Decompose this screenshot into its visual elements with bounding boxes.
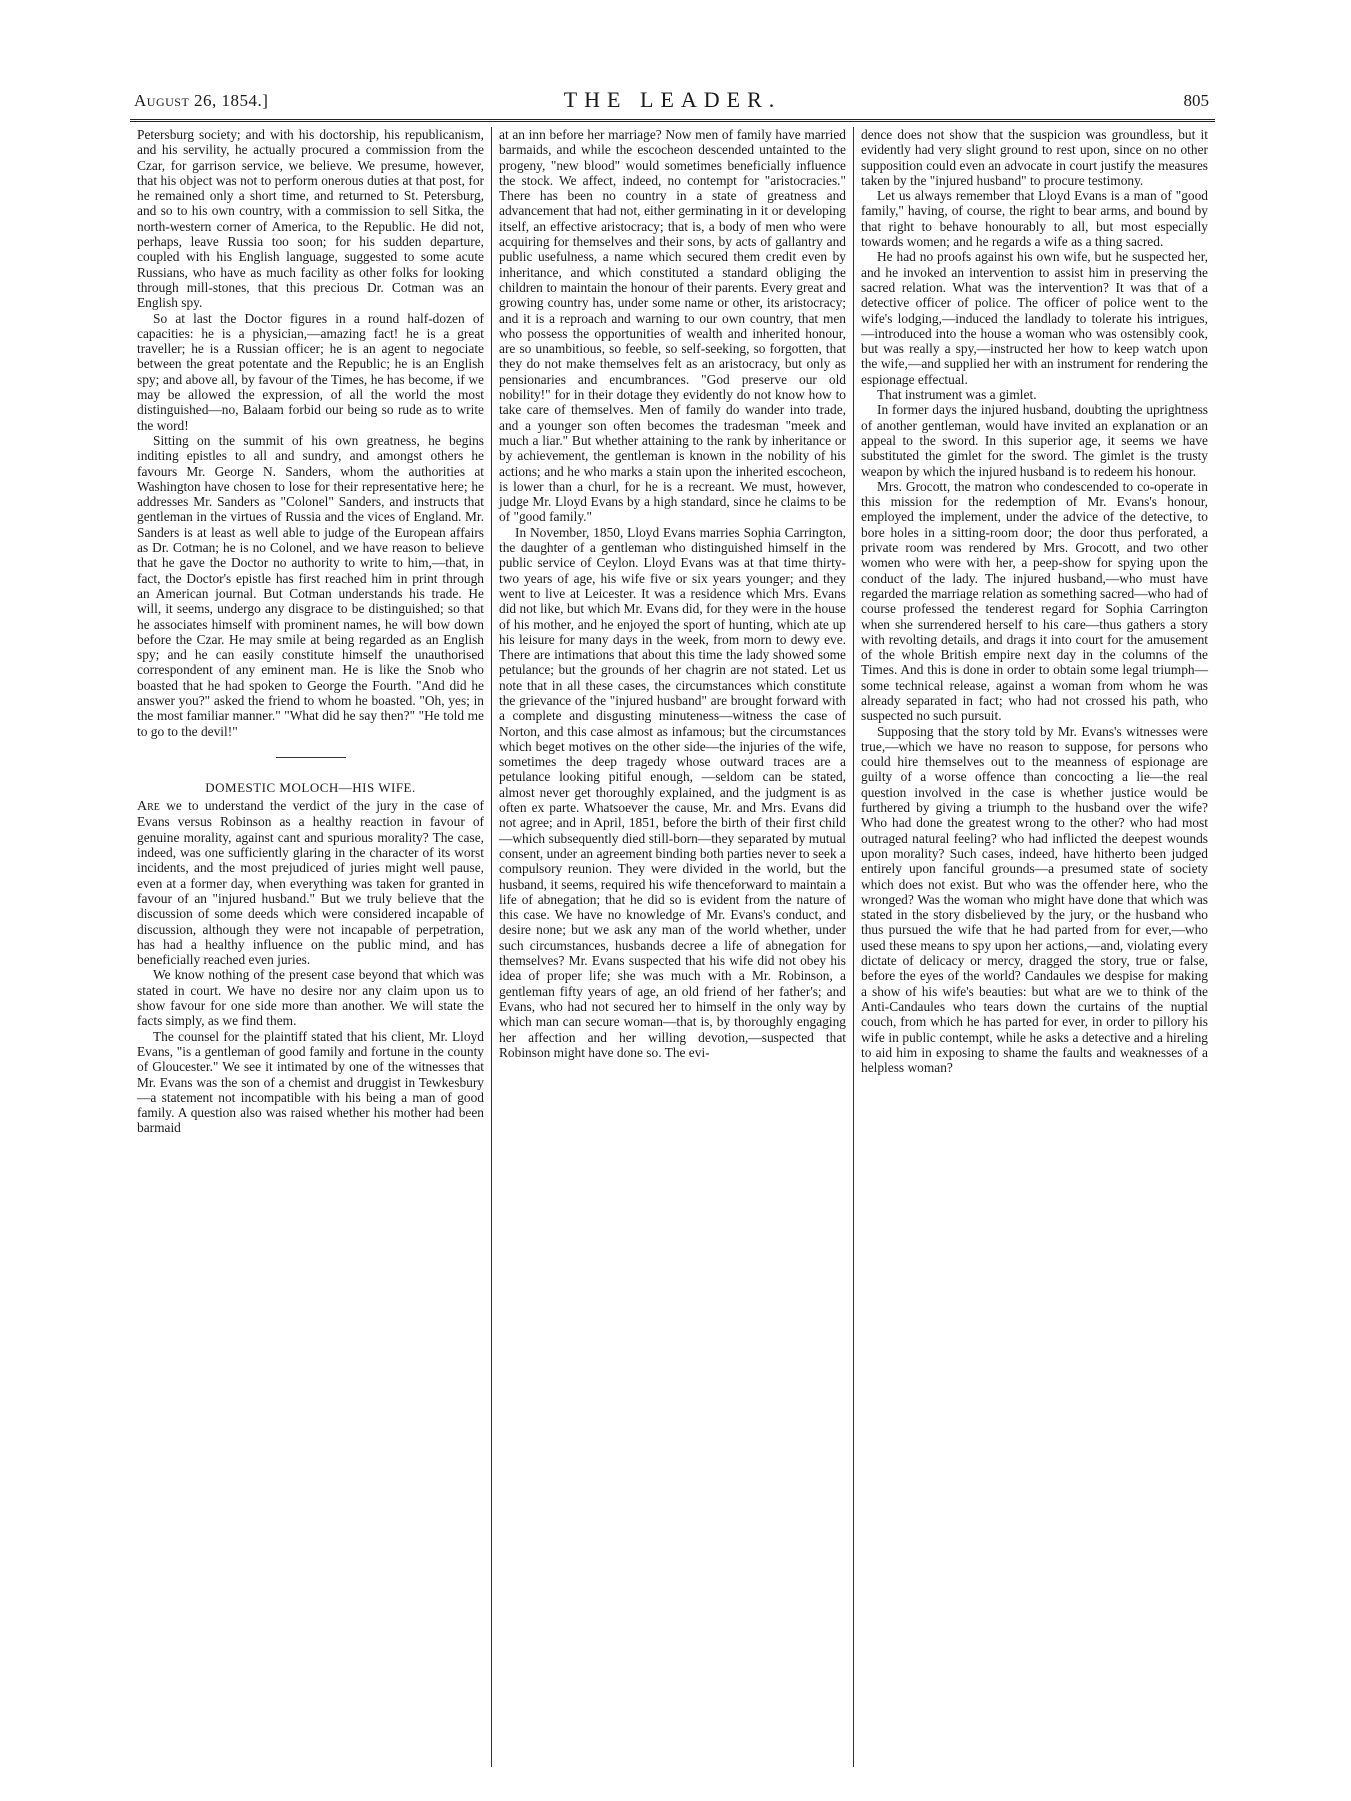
paragraph — [137, 967, 484, 1028]
paragraph — [499, 127, 846, 525]
issue-date: August 26, 1854.] — [134, 91, 269, 110]
paragraph — [861, 127, 1208, 188]
paragraph — [137, 127, 484, 311]
column-3 — [853, 127, 1215, 1767]
paragraph — [861, 479, 1208, 724]
paragraph-text: In former days the injured husband, doubting the uprightness of another gentleman, would have invited an explanation or an appeal to the sword. In this superior age, it seems we have substituted the gimlet for the sword. The gimlet is the trusty weapon by which the injured husband is to redeem his honour. — [861, 402, 1208, 479]
paragraph-text: we to understand the verdict of the jury in the case of Evans versus Robinson as a healthy reaction in favour of genuine morality, against cant and spurious morality? The case, indeed, was one sufficiently glaring in the character of its worst incidents, and the most prejudiced of juries might well pause, even at a former day, when everything was taken for granted in favour of an "injured husband." But we truly believe that the discussion of some deeds which were considered incapable of discussion, although they were not incapable of perpetration, has had a healthy influence on the public mind, and has beneficially reached even juries. — [137, 798, 484, 968]
paragraph-text: Mrs. Grocott, the matron who condescended to co-operate in this mission for the redemption of Mr. Evans's honour, employed the implement, under the advice of the detective, to bore holes in a sitting-room door; the door thus perforated, a private room was rendered by Mrs. Grocott, and two other women who were with her, a peep-show for spying upon the conduct of the lady. The injured husband,—who must have regarded the marriage relation as something sacred—who had of course professed the tenderest regard for Sophia Carrington when she surrendered herself to his care—thus gathers a story with revolting details, and drags it into court for the amusement of the whole British empire next day in the columns of the Times. And this is done in order to obtain some legal triumph—some technical release, against a woman from whom he was already separated in fact; who had not crossed his path, who suspected no such pursuit. — [861, 478, 1208, 724]
paragraph-text: Supposing that the story told by Mr. Evans's witnesses were true,—which we have no reason to suppose, for persons who could hire themselves out to the meanness of espionage are guilty of a worse offence than concocting a lie—the real question involved in the case is whether justice would be furthered by giving a triumph to the husband over the wife? Who had done the greatest wrong to the other? who had most outraged natural feeling? who had inflicted the deepest wounds upon morality? Such cases, indeed, have hitherto been judged entirely upon fanciful grounds—a presumed state of society which does not exist. But who was the offender here, who the wronged? Was the woman who might have done that which was stated in the story disbelieved by the jury, or the husband who thus pursued the wife that he had parted from for ever,—who used these means to spy upon her actions,—and, violating every dictate of delicacy or mercy, dragged the story, true or false, before the eyes of the world? Candaules we despise for making a show of his wife's beauties: but what are we to think of the Anti-Candaules who tears down the curtains of the nuptial couch, from which he has parted for ever, in order to pillory his wife in public contempt, while he asks a detective and a hireling to aid him in exposing to shame the faults and weaknesses of a helpless woman? — [861, 723, 1208, 1076]
paragraph — [499, 525, 846, 1060]
paragraph-text: He had no proofs against his own wife, but he suspected her, and he invoked an intervention to assist him in preserving the sacred relation. What was the intervention? It was that of a detective officer of police. The officer of police went to the wife's lodging,—induced the landlady to tolerate his intrigues,—introduced into the house a woman who was ostensibly cook, but was really a spy,—instructed her how to keep watch upon the wife,—and supplied her with an instrument for rendering the espionage effectual. — [861, 249, 1208, 387]
section-divider — [276, 757, 346, 758]
lead-word: Are — [137, 799, 160, 815]
newspaper-page — [130, 85, 1215, 1775]
paragraph-text: at an inn before her marriage? Now men of family have married barmaids, and while the escocheon descended untainted to the progeny, "new blood" would sometimes beneficially influence the stock. We affect, indeed, no contempt for "aristocracies." There has been no country in a state of greatness and advancement that had not, either germinating in it or developing itself, an effective aristocracy; that is, a body of men who were acquiring for themselves and their sons, by acts of gallantry and public usefulness, a name which secured them credit even by inheritance, and which constituted a standard obliging the children to maintain the honour of their parents. Every great and growing country has, under some name or other, its aristocracy; and it is a reproach and warning to our own country, that men who possess the opportunities of wealth and inherited honour, are so unambitious, so feeble, so self-seeking, so forgotten, that they do not make themselves felt as an aristocracy, but only as pensionaries and encumbrances. "God preserve our old nobility!" for in their dotage they evidently do not know how to take care of themselves. Men of family do wander into trade, and a younger son often becomes the tradesman "meek and much a liar." But whether attaining to the rank by inheritance or by achievement, the gentleman is known in the nobility of his actions; and he who marks a stain upon the inherited escocheon, is lower than a churl, for he is a recreant. We must, however, judge Mr. Lloyd Evans by a high standard, since he claims to be of "good family." — [499, 127, 846, 525]
paragraph-text: Let us always remember that Lloyd Evans is a man of "good family," having, of course, the right to bear arms, and bound by that right to behave honourably to all, but most especially towards women; and he regards a wife as a thing sacred. — [861, 188, 1208, 250]
column-1 — [130, 127, 491, 1767]
paragraph-text: Sitting on the summit of his own greatness, he begins inditing epistles to all and sundry, and amongst others he favours Mr. George N. Sanders, whom the authorities at Washington have chosen to lose for their representative here; he addresses Mr. Sanders as "Colonel" Sanders, and instructs that gentleman in the virtues of Russia and the vices of England. Mr. Sanders is at least as well able to judge of the European affairs as Dr. Cotman; he is no Colonel, and we have reason to believe that he gave the Doctor no authority to write to him,—that, in fact, the Doctor's epistle has first reached him in print through an American journal. But Cotman understands his trade. He will, it seems, undergo any disgrace to be distinguished; so that he associates himself with prominent names, he will bow down before the Czar. He may smile at being regarded as an English spy; and he can easily constitute himself the unauthorised correspondent of any eminent man. He is like the Snob who boasted that he had spoken to George the Fourth. "And did he answer you?" asked the friend to whom he boasted. "Oh, yes; in the most familiar manner." "What did he say then?" "He told me to go to the devil!" — [137, 432, 484, 739]
page-number: 805 — [1183, 91, 1209, 110]
paragraph-text: dence does not show that the suspicion was groundless, but it evidently had very slight ground to rest upon, since on no other supposition could even an advocate in court justify the measures taken by the "injured husband" to procure testimony. — [861, 127, 1208, 188]
paragraph-text: In November, 1850, Lloyd Evans marries Sophia Carrington, the daughter of a gentleman who distinguished himself in the public service of Ceylon. Lloyd Evans was at that time thirty-two years of age, his wife five or six years younger; and they went to live at Leicester. It was a residence which Mrs. Evans did not like, but which Mr. Evans did, for they were in the house of his mother, and he enjoyed the sport of hunting, which ate up his leisure for many days in the week, from morn to dewy eve. There are intimations that about this time the lady showed some petulance; but the grounds of her chagrin are not stated. Let us note that in all these cases, the circumstances which constitute the grievance of the "injured husband" are brought forward with a complete and disgusting minuteness—witness the case of Norton, and this case almost as infamous; but the circumstances which beget motives on the other side—the injuries of the wife, sometimes the deep tragedy whose outward traces are a petulance looking pitiful enough, —seldom can be stated, almost never get thoroughly explained, and the judgment is as often ex parte. Whatsoever the cause, Mr. and Mrs. Evans did not agree; and in April, 1851, before the birth of their first child—which subsequently died still-born—they separated by mutual consent, under an agreement binding both parties never to seek a compulsory reunion. They were divided in the world, but the husband, it seems, required his wife thenceforward to maintain a life of abnegation; that he did so is evident from the nature of this case. We have no knowledge of Mr. Evans's conduct, and desire none; but we ask any man of the world whether, under such circumstances, husbands decree a life of abnegation for themselves? Mr. Evans suspected that his wife did not obey his idea of proper life; she was much with a Mr. Robinson, a gentleman fifty years of age, an old friend of her father's; and Evans, who had not secured her to himself in the only way by which man can secure woman—that is, by thoroughly engaging her affection and her willing devotion,—suspected that Robinson might have done so. The evi- — [499, 524, 846, 1060]
paragraph — [137, 433, 484, 739]
paragraph-text: That instrument was a gimlet. — [877, 387, 1037, 403]
paragraph — [137, 311, 484, 433]
column-2 — [491, 127, 853, 1767]
article-columns — [130, 127, 1215, 1767]
paragraph-text: Petersburg society; and with his doctorship, his republicanism, and his servility, he actually procured a commission from the Czar, for garrison service, we believe. We presume, however, that his object was not to perform onerous duties at that post, for he remained only a short time, and returned to St. Petersburg, and so to his own country, with a commission to sell Sitka, the north-western corner of America, to the Republic. He did not, perhaps, leave Russia too soon; for his sudden departure, coupled with his English language, suggested to some acute Russians, who have as much facility as other folks for looking through mill-stones, that this precious Dr. Cotman was an English spy. — [137, 127, 484, 311]
paragraph — [137, 798, 484, 967]
paragraph — [861, 724, 1208, 1076]
paragraph-text: So at last the Doctor figures in a round half-dozen of capacities: he is a physician,—amazing fact! he is a great traveller; he is a Russian officer; he is an agent to negociate between the great potentate and the Republic; he is an English spy; and above all, by favour of the Times, he has become, if we may be allowed the expression, of all the world the most distinguished—no, Balaam forbid our being so rude as to write the word! — [137, 310, 484, 433]
paragraph — [861, 249, 1208, 387]
paragraph — [861, 188, 1208, 249]
paragraph-text: We know nothing of the present case beyond that which was stated in court. We have no desire nor any claim upon us to show favour for one side more than another. We will state the facts simply, as we find them. — [137, 967, 484, 1029]
paragraph — [137, 1029, 484, 1136]
article-heading: DOMESTIC MOLOCH—HIS WIFE. — [205, 779, 416, 795]
paragraph — [861, 402, 1208, 478]
masthead — [130, 85, 1215, 122]
publication-title: THE LEADER. — [563, 87, 782, 112]
paragraph-text: The counsel for the plaintiff stated that his client, Mr. Lloyd Evans, "is a gentleman of good family and fortune in the county of Gloucester." We see it intimated by one of the witnesses that Mr. Evans was the son of a chemist and druggist in Tewkesbury—a statement not incompatible with his being a man of good family. A question also was raised whether his mother had been barmaid — [137, 1028, 484, 1136]
paragraph — [861, 387, 1208, 402]
